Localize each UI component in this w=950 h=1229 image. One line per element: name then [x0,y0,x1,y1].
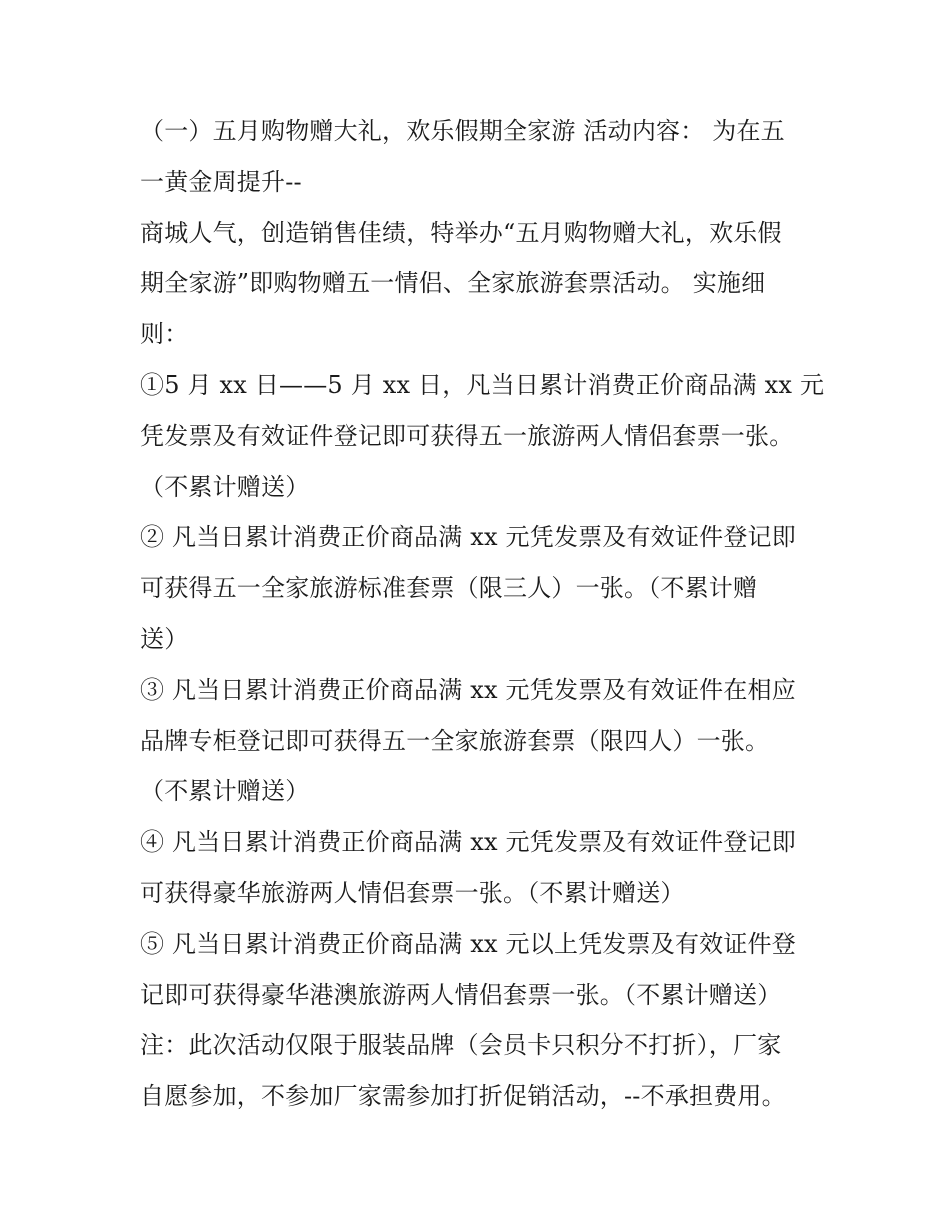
text-line: 注：此次活动仅限于服装品牌（会员卡只积分不打折），厂家 [140,1031,782,1060]
text-line: ② 凡当日累计消费正价商品满 xx 元凭发票及有效证件登记即 [140,523,796,552]
paragraph-note [140,1020,820,1122]
text-line: 则： [140,320,189,349]
text-line: 期全家游”即购物赠五一情侣、全家旅游套票活动。 实施细 [140,269,766,298]
text-line: 自愿参加，不参加厂家需参加打折促销活动，--不承担费用。 [140,1082,786,1111]
text-line: ⑤ 凡当日累计消费正价商品满 xx 元以上凭发票及有效证件登 [140,929,796,958]
text-line: 凭发票及有效证件登记即可获得五一旅游两人情侣套票一张。 [140,421,794,450]
paragraph-rule-4 [140,817,820,919]
paragraph-activity-intro [140,106,820,208]
text-line: 可获得豪华旅游两人情侣套票一张。（不累计赠送） [140,878,685,907]
text-line: 品牌专柜登记即可获得五一全家旅游套票（限四人）一张。 [140,726,770,755]
text-line: 送） [140,624,189,653]
text-line: ④ 凡当日累计消费正价商品满 xx 元凭发票及有效证件登记即 [140,828,796,857]
document-body [140,106,825,1122]
text-line: 商城人气，创造销售佳绩，特举办“五月购物赠大礼，欢乐假 [140,218,782,247]
text-line: ①5 月 xx 日——5 月 xx 日，凡当日累计消费正价商品满 xx 元 [140,370,825,399]
text-line: （不累计赠送） [140,777,310,806]
text-line: （不累计赠送） [140,472,310,501]
paragraph-rule-5 [140,919,820,1021]
text-line: 记即可获得豪华港澳旅游两人情侣套票一张。（不累计赠送） [140,980,782,1009]
text-line: 可获得五一全家旅游标准套票（限三人）一张。（不累计赠 [140,574,758,603]
paragraph-activity-purpose [140,208,820,360]
text-line: 一黄金周提升-- [140,167,302,196]
paragraph-rule-3 [140,665,820,817]
text-line: ③ 凡当日累计消费正价商品满 xx 元凭发票及有效证件在相应 [140,675,796,704]
text-line: （一）五月购物赠大礼，欢乐假期全家游 活动内容： 为在五 [140,117,785,145]
paragraph-rule-2 [140,512,820,664]
paragraph-rule-1 [140,360,825,512]
